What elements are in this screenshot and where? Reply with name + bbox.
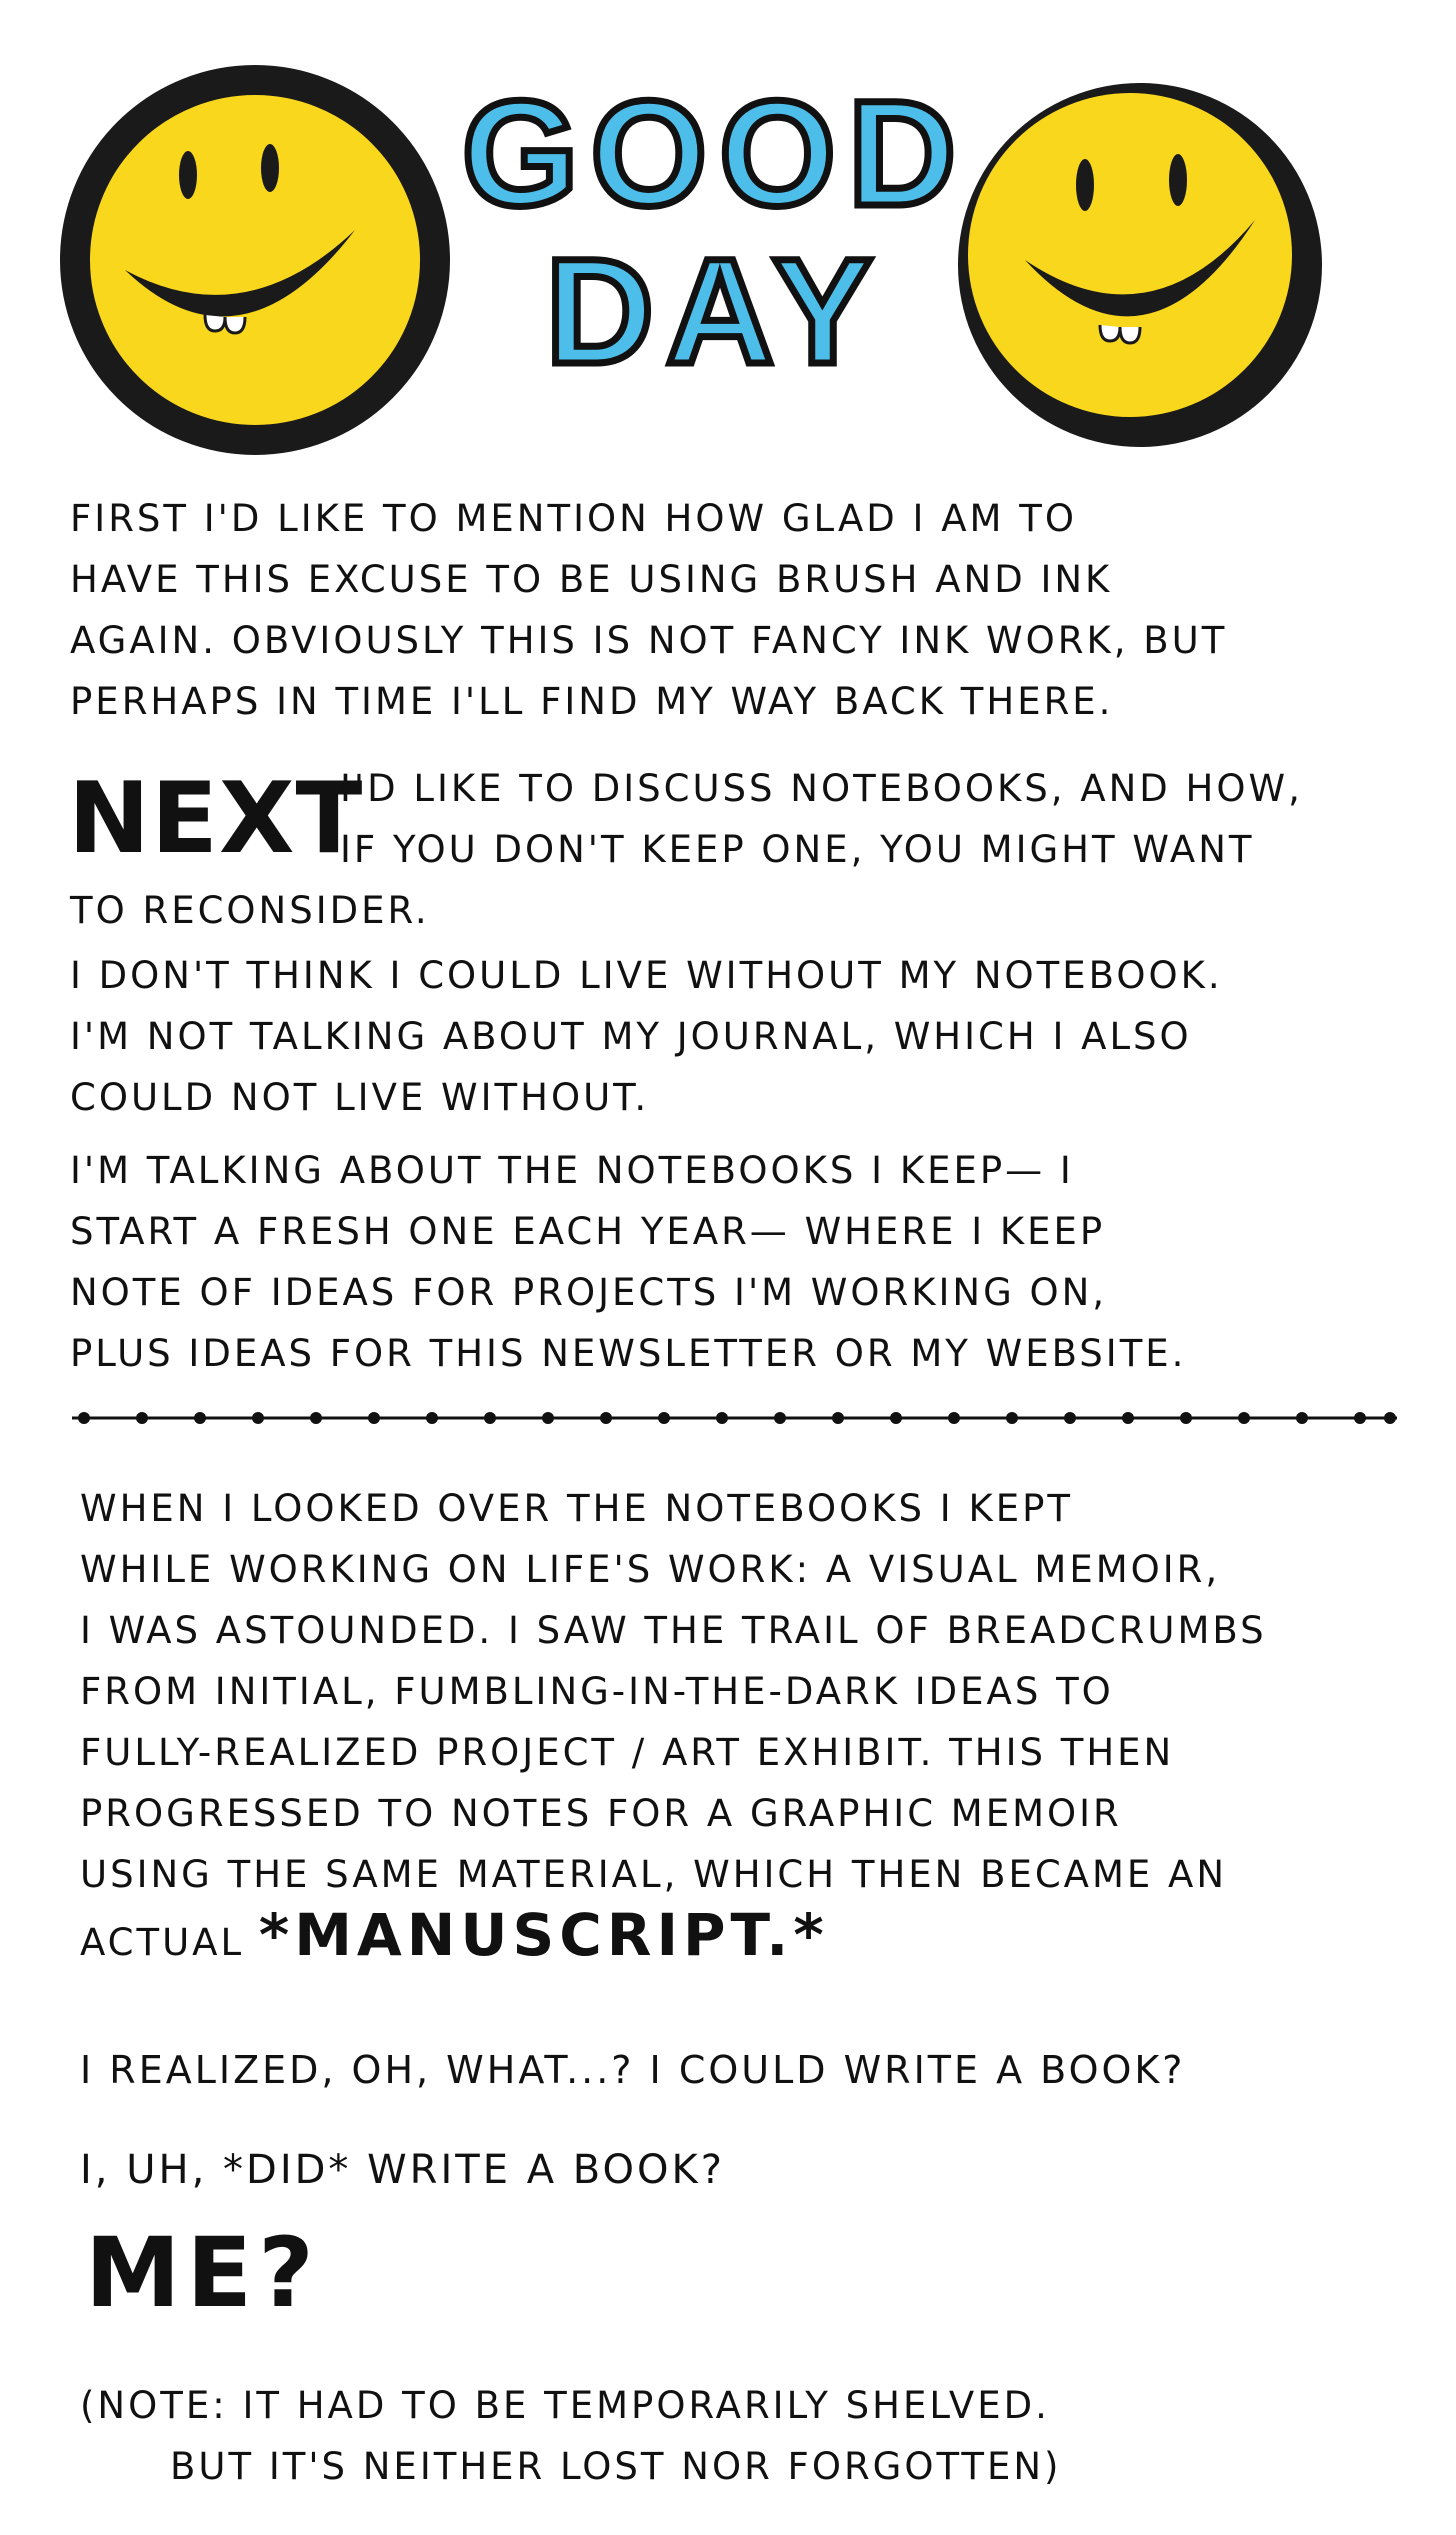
text-line: HAVE THIS EXCUSE TO BE USING BRUSH AND INK — [70, 558, 1113, 601]
title-day: DAY — [545, 227, 885, 395]
next-paragraph-continuation — [70, 880, 430, 941]
text-line: NOTE OF IDEAS FOR PROJECTS I'M WORKING ON, — [70, 1271, 1108, 1314]
next-paragraph — [340, 758, 1303, 880]
next-heading: NEXT — [68, 762, 364, 876]
text-line: (NOTE: IT HAD TO BE TEMPORARILY SHELVED. — [80, 2384, 1050, 2427]
text-line: FULLY-REALIZED PROJECT / ART EXHIBIT. THIS THEN — [80, 1731, 1175, 1774]
text-line: START A FRESH ONE EACH YEAR— WHERE I KEEP — [70, 1210, 1106, 1253]
text-line: I'D LIKE TO DISCUSS NOTEBOOKS, AND HOW, — [340, 767, 1303, 810]
did-line — [80, 2140, 725, 2201]
text-line: I'M NOT TALKING ABOUT MY JOURNAL, WHICH I ALSO — [70, 1015, 1192, 1058]
text-line: I'M TALKING ABOUT THE NOTEBOOKS I KEEP— I — [70, 1149, 1074, 1192]
text-line: FROM INITIAL, FUMBLING-IN-THE-DARK IDEAS TO — [80, 1670, 1114, 1713]
realized-line — [80, 2040, 1185, 2101]
text-line: BUT IT'S NEITHER LOST NOR FORGOTTEN) — [170, 2445, 1062, 2488]
text-line: I, UH, *DID* WRITE A BOOK? — [80, 2147, 725, 2193]
text-line: COULD NOT LIVE WITHOUT. — [70, 1076, 650, 1119]
text-line: AGAIN. OBVIOUSLY THIS IS NOT FANCY INK WORK, BUT — [70, 619, 1228, 662]
text-line: TO RECONSIDER. — [70, 889, 430, 932]
text-line: I REALIZED, OH, WHAT...? I COULD WRITE A BOOK? — [80, 2048, 1186, 2092]
title-good: GOOD — [461, 69, 969, 237]
talking-paragraph — [70, 1140, 1186, 1384]
text-line: FIRST I'D LIKE TO MENTION HOW GLAD I AM TO — [70, 497, 1077, 540]
closing-note — [80, 2375, 1062, 2497]
left-smiley-face-icon — [55, 60, 455, 460]
dot-dash-divider — [72, 1405, 1397, 1431]
text-line: PROGRESSED TO NOTES FOR A GRAPHIC MEMOIR — [80, 1792, 1122, 1835]
me-question: ME? — [85, 2217, 320, 2329]
text-line: WHEN I LOOKED OVER THE NOTEBOOKS I KEPT — [80, 1487, 1074, 1530]
manuscript-line — [80, 1901, 1267, 1973]
text-line: WHILE WORKING ON LIFE'S WORK: A VISUAL MEMOIR, — [80, 1548, 1221, 1591]
text-line: IF YOU DON'T KEEP ONE, YOU MIGHT WANT — [340, 828, 1255, 871]
right-smiley-face-icon — [935, 60, 1335, 460]
good-day-title — [455, 69, 975, 395]
text-line: USING THE SAME MATERIAL, WHICH THEN BECAME AN — [80, 1853, 1228, 1896]
actual-prefix: ACTUAL — [80, 1921, 245, 1964]
notebook-paragraph — [70, 945, 1223, 1128]
intro-paragraph — [70, 488, 1400, 732]
text-line: PLUS IDEAS FOR THIS NEWSLETTER OR MY WEBSITE. — [70, 1332, 1187, 1375]
text-line: PERHAPS IN TIME I'LL FIND MY WAY BACK THERE. — [70, 680, 1114, 723]
text-line: I WAS ASTOUNDED. I SAW THE TRAIL OF BREADCRUMBS — [80, 1609, 1267, 1652]
manuscript-word: *MANUSCRIPT.* — [258, 1901, 829, 1969]
memoir-paragraph — [80, 1478, 1267, 1973]
text-line: I DON'T THINK I COULD LIVE WITHOUT MY NOTEBOOK. — [70, 954, 1223, 997]
